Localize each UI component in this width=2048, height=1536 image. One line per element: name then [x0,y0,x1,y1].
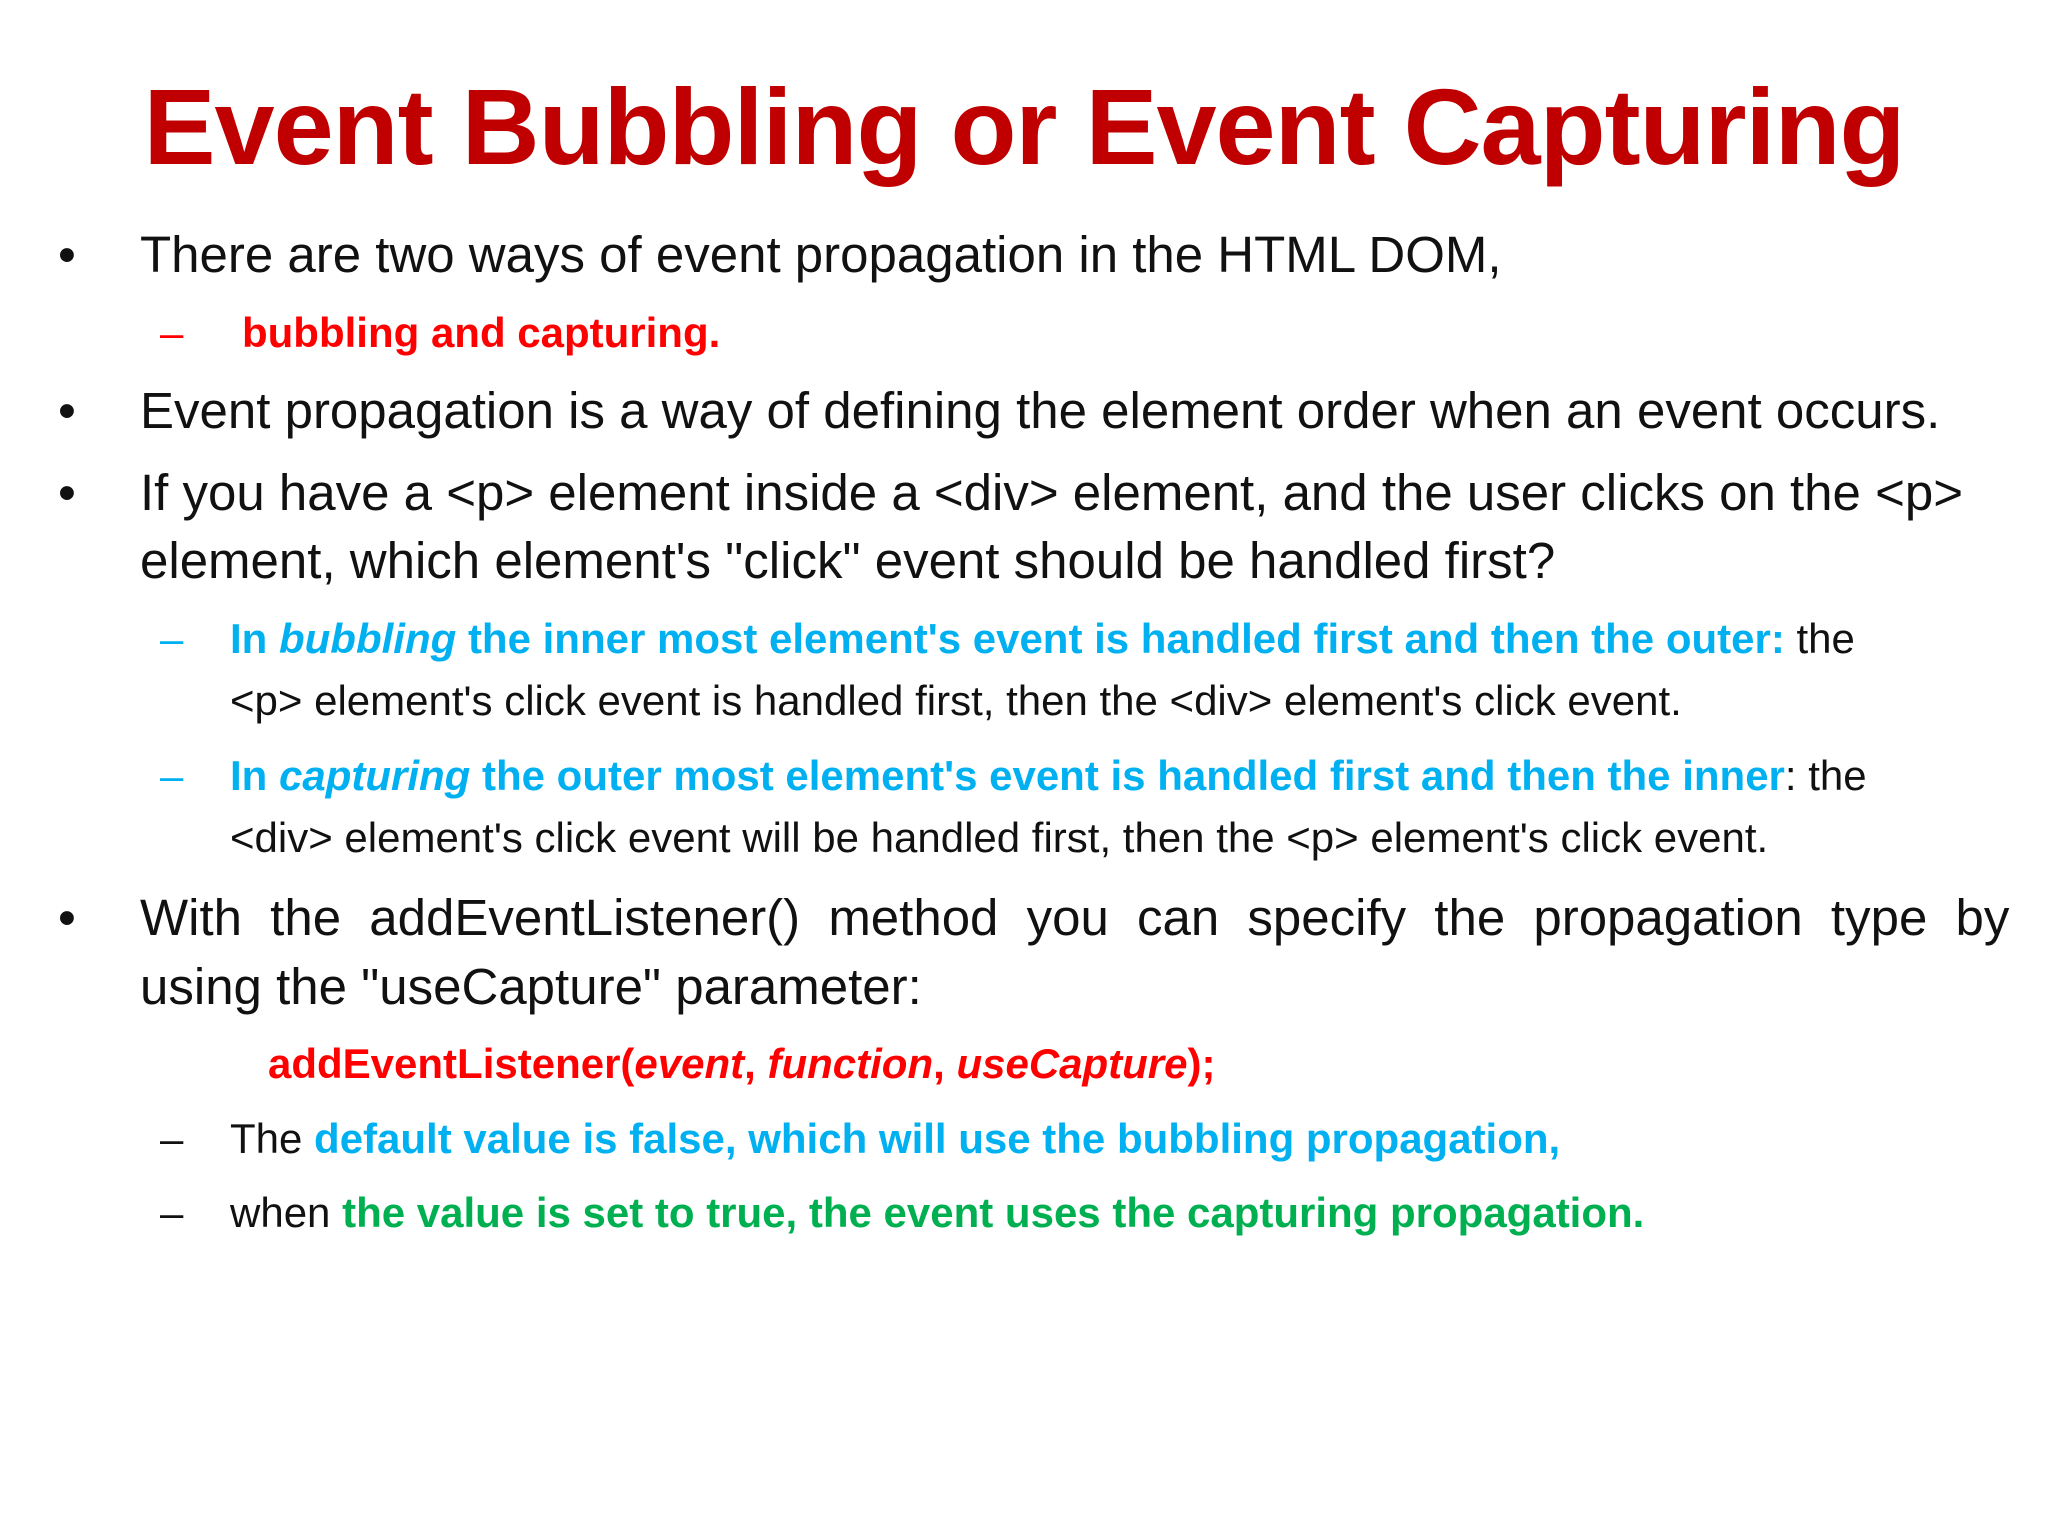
dash-marker: – [160,309,184,356]
sub-text: when [230,1189,343,1236]
bullet-marker: • [58,382,76,439]
bullet-marker: • [58,226,76,283]
slide-title: Event Bubbling or Event Capturing [143,66,1905,187]
bullet-3-line-2: element, which element's "click" event should be handled first? [140,532,1556,589]
sub-text-italic: capturing [279,752,471,799]
sub-text: In [230,752,279,799]
bullet-4-sub-2 [230,1182,2020,1244]
sub-text-highlight: default value is false, which will use the bubbling propagation, [314,1115,1561,1162]
bullet-marker: • [58,889,76,946]
bullet-1-text: There are two ways of event propagation in the HTML DOM, [140,226,1502,283]
bullet-3-sub-1-line-1 [230,608,2020,670]
sub-text-italic: bubbling [279,615,457,662]
bullet-1-sub: bubbling and capturing. [242,309,721,356]
code-part: , [933,1040,957,1087]
code-part: , [744,1040,768,1087]
bullet-3-sub-1-line-2: <p> element's click event is handled first, then the <div> element's click event. [230,677,1682,724]
bullet-4-line-1: With the addEventListener() method you can specify the propagation type by [140,889,2010,946]
bullet-marker: • [58,464,76,521]
code-param: useCapture [956,1040,1188,1087]
code-example [268,1033,1216,1095]
code-part: ); [1187,1040,1216,1087]
bullet-4-sub-1 [230,1108,2020,1170]
dash-marker: – [160,615,184,662]
bullet-3-sub-2-line-2: <div> element's click event will be handled first, then the <p> element's click event. [230,814,1769,861]
bullet-2-text: Event propagation is a way of defining the element order when an event occurs. [140,382,1941,439]
bullet-3-line-1: If you have a <p> element inside a <div> element, and the user clicks on the <p> [140,464,1964,521]
sub-text-highlight: the value is set to true, the event uses the capturing propagation. [342,1189,1645,1236]
code-param: function [767,1040,934,1087]
sub-text: In [230,615,279,662]
sub-text: the [1784,615,1855,662]
bullet-3-sub-2-line-1 [230,745,2020,807]
sub-text: the inner most element's event is handled first and then the outer: [456,615,1785,662]
sub-text: the outer most element's event is handled first and then the inner [470,752,1785,799]
dash-marker: – [160,1189,184,1236]
sub-text: : the [1784,752,1867,799]
code-param: event [634,1040,745,1087]
sub-text: The [230,1115,315,1162]
code-part: addEventListener( [268,1040,635,1087]
dash-marker: – [160,752,184,799]
dash-marker: – [160,1115,184,1162]
bullet-4-line-2: using the "useCapture" parameter: [140,958,922,1015]
